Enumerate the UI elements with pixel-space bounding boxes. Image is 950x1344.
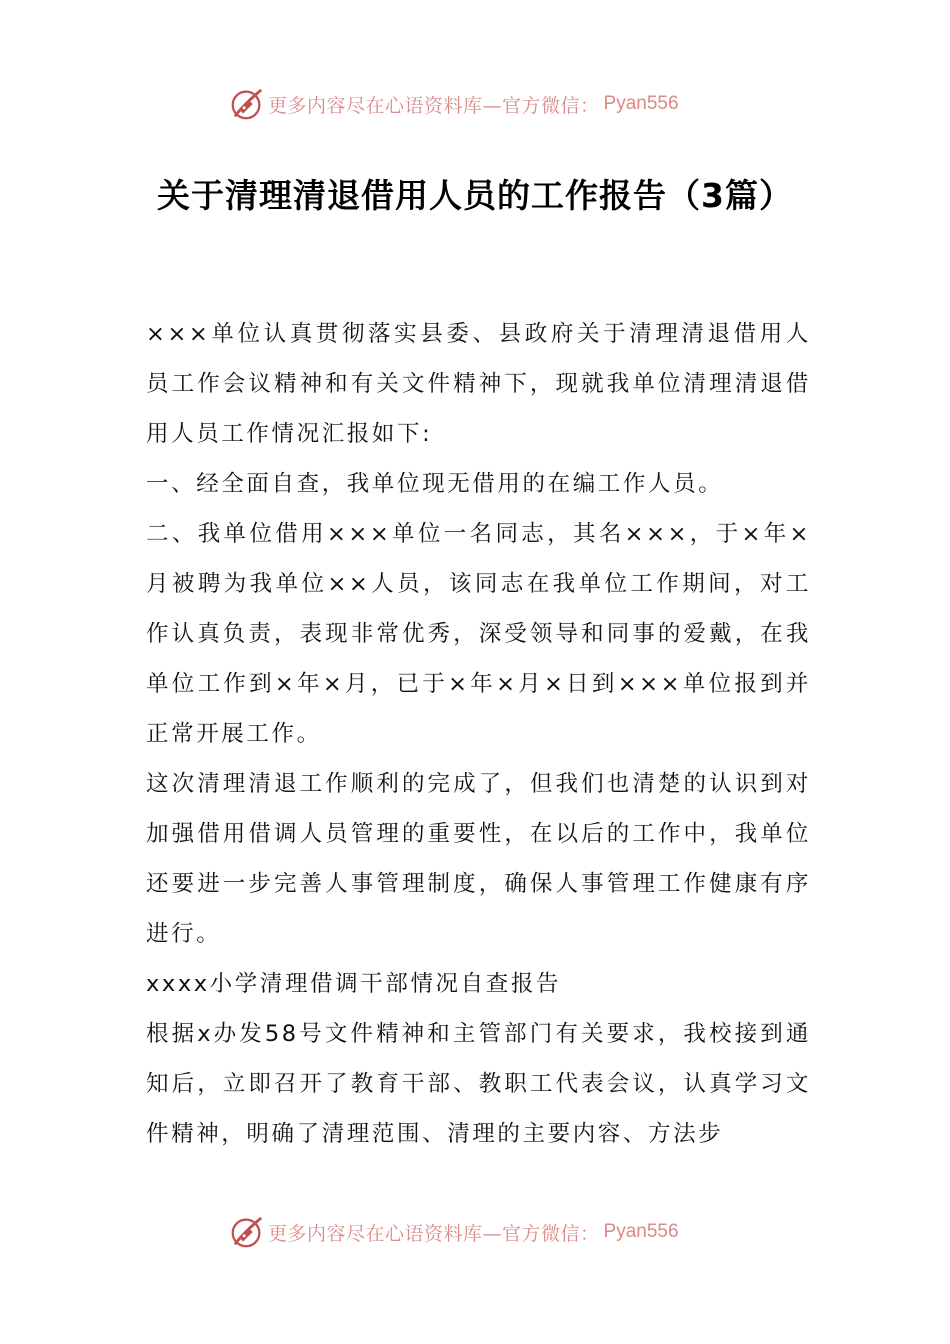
header-watermark bbox=[228, 84, 679, 124]
watermark-text: 更多内容尽在心语资料库—官方微信： bbox=[268, 1222, 600, 1245]
pen-seal-icon bbox=[228, 1213, 266, 1251]
document-title: 关于清理清退借用人员的工作报告（3篇） bbox=[157, 176, 793, 215]
footer-watermark bbox=[228, 1212, 679, 1252]
paragraph: 一、经全面自查，我单位现无借用的在编工作人员。 bbox=[146, 471, 724, 497]
paragraph: 根据x办发58号文件精神和主管部门有关要求，我校接到通知后，立即召开了教育干部、教职工代表会议，认真学习文件精神，明确了清理范围、清理的主要内容、方法步 bbox=[146, 1021, 811, 1147]
watermark-wechat-id: Pyan556 bbox=[603, 93, 679, 114]
section-heading: xxxx小学清理借调干部情况自查报告 bbox=[146, 971, 562, 997]
paragraph: ×××单位认真贯彻落实县委、县政府关于清理清退借用人员工作会议精神和有关文件精神下，现就我单位清理清退借用人员工作情况汇报如下: bbox=[146, 321, 811, 447]
pen-seal-icon bbox=[228, 85, 266, 123]
paragraph: 这次清理清退工作顺利的完成了，但我们也清楚的认识到对加强借用借调人员管理的重要性，在以后的工作中，我单位还要进一步完善人事管理制度，确保人事管理工作健康有序进行。 bbox=[146, 771, 811, 947]
watermark-text: 更多内容尽在心语资料库—官方微信： bbox=[268, 94, 600, 117]
paragraph: 二、我单位借用×××单位一名同志，其名×××，于×年×月被聘为我单位××人员，该同志在我单位工作期间，对工作认真负责，表现非常优秀，深受领导和同事的爱戴，在我单位工作到×年×月，已于×年×月×日到×××单位报到并正常开展工作。 bbox=[146, 521, 811, 747]
document-body bbox=[146, 309, 811, 1159]
watermark-wechat-id: Pyan556 bbox=[603, 1221, 679, 1242]
